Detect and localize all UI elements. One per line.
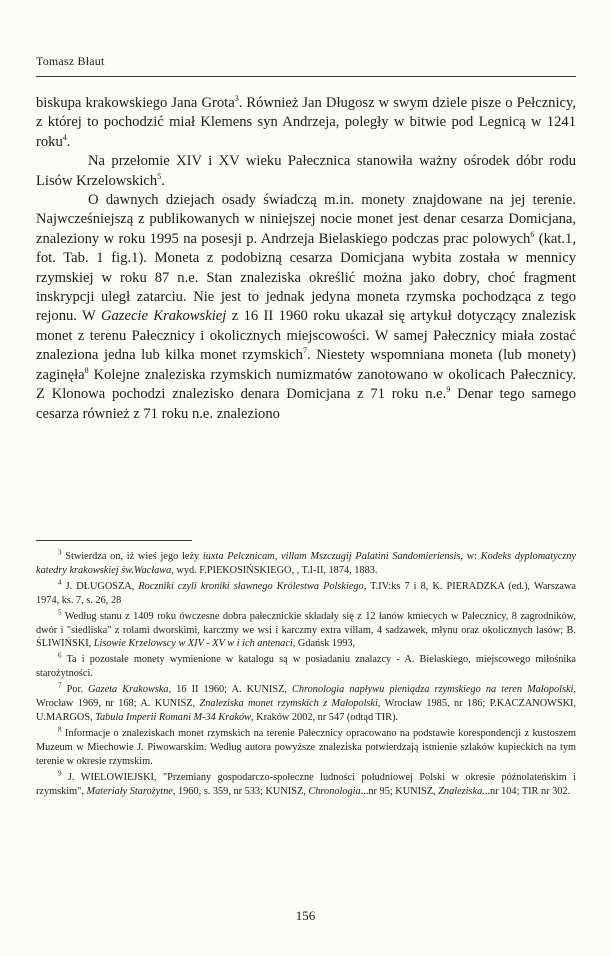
text-run: Stwierdza on, iż wieś jego leży [61,551,203,562]
footnote-ref: 4 [58,578,62,587]
body-paragraph [36,191,576,424]
text-run: , w: [460,551,481,562]
footnote-ref: 6 [530,229,535,239]
body-paragraph [36,94,576,152]
text-run: , wyd. F.PIEKOSIŃSKIEGO, , T.I-II, 1874, 1883. [171,564,378,576]
italic-title: Tabula Imperii Romani M-34 Kraków [95,711,252,723]
text-run: Por. [61,684,88,696]
text-run: J. WIELOWIEJSKI, "Przemiany gospodarczo-społeczne ludności południowej Polski w okresie późnolateńskim i rzymskim", [36,771,576,797]
body-paragraph [36,152,576,191]
text-run: , Kraków 2002, nr 547 (odtąd TIR). [251,711,399,723]
text-run: , Gdańsk 1993, [292,638,356,650]
text-run: Według stanu z 1409 roku ówczesne dobra pałecznickie składały się z 12 łanów kmiecych w Pałecznicy, 8 zagrodników, dwór i "siedliska" z rolami dworskimi, karczmy we wsi i karczmy extra villam, 4 sadzawek, młynu oraz okolicznych lasów; B. ŚLIWIŃSKI, [36,610,576,650]
text-run: ...nr 95; KUNISZ, [360,785,439,797]
text-run: , Wrocław 1985, nr 186; P.KACZANOWSKI, U.MARGOS, [36,698,577,723]
text-run: , 1960, s. 359, nr 533; KUNISZ, [172,785,309,797]
page-number: 156 [295,908,316,923]
text-run: O dawnych dziejach osady świadczą m.in. monety znajdowane na jej terenie. Najwcześniejszą z publikowanych w niniejszej nocie monet jest denar cesarza Domicjana, znaleziony w roku 1995 na posesji p. Andrzeja Bielaskiego podczas prac polowych [36,192,576,247]
footnote-separator [36,540,192,541]
text-run: Na przełomie XIV i XV wieku Pałecznica stanowiła ważny ośrodek dóbr rodu Lisów Krzelowskich [36,153,576,189]
footnote-ref: 5 [58,608,62,617]
footnote-ref: 8 [58,725,62,734]
text-run: J. DŁUGOSZA, [61,580,139,592]
footnote [36,580,576,608]
italic-title: Materiały Starożytne [86,785,173,797]
footnote [36,683,576,725]
italic-title: Znaleziska [438,785,483,797]
footnote [36,653,576,681]
italic-title: Chronologia napływu pieniądza rzymskiego na teren Małopolski [292,684,574,696]
text-run: . Niestety wspomniana moneta (lub monety) zaginęła [36,347,576,383]
footnote-ref: 7 [58,681,62,690]
italic-title: Kodeks dyplomatyczny katedry krakowskiej św.Wacława [36,551,577,576]
footnote-ref: 7 [302,346,307,356]
text-run: Informacje o znaleziskach monet rzymskich na terenie Pałecznicy opracowano na podstawie korespondencji z kustoszem Muzeum w Miechowie J. Piwowarskim. Według autora powyższe znaleziska potwierdzają istnienie szlaków kupieckich na tym terenie w okresie rzymskim. [36,727,576,767]
italic-title: Gazecie Krakowskiej [100,308,227,325]
text-run: Ta i pozostałe monety wymienione w katalogu są w posiadaniu znalazcy - A. Bielaskiego, miejscowego miłośnika starożytności. [36,654,576,680]
footnote-ref: 3 [58,548,62,557]
running-header-author: Tomasz Błaut [36,54,105,68]
text-run: z 16 II 1960 roku ukazał się artykuł dotyczący znalezisk monet z terenu Pałecznicy i okolicznych miejscowości. W samej Pałecznicy miała zostać znaleziona jedna lub kilka monet rzymskich [36,308,576,364]
footnote-ref: 8 [84,365,89,375]
text-run: Denar tego samego cesarza również z 71 roku n.e. znaleziono [36,386,577,422]
footnote [36,610,576,652]
footnote [36,727,576,769]
text-run: Kolejne znaleziska rzymskich numizmatów zanotowano w okolicach Pałecznicy. Z Klonowa pochodzi znalezisko denara Domicjana z 71 roku n.e. [36,366,576,403]
footnote-ref: 5 [157,171,162,181]
text-run: (kat.1, fot. Tab. 1 fig.1). Moneta z podobizną cesarza Domicjana wybita została w mennicy rzymskiej w roku 87 n.e. Stan znaleziska określić można jako dobry, choć fragment inskrypcji uległ zatarciu. Nie jest to jednak jedyna moneta rzymska pochodząca z tego rejonu. W [36,230,576,325]
text-run: ...nr 104; TIR nr 302. [482,785,571,797]
footnote-ref: 9 [446,385,451,395]
italic-title: Lisowie Krzelowscy w XIV - XV w i ich antenaci [93,638,293,650]
text-run: , T.IV:ks 7 i 8, K. PIERADZKA (ed.), Warszawa 1974, ks. 7, s. 26, 28 [36,580,577,606]
header-rule [36,76,576,77]
text-run: . [161,172,165,189]
italic-title: iuxta Pelcznicam, villam Mszczugij Palatini Sandomieriensis [202,551,461,562]
footnotes-section [36,550,576,800]
footnote [36,771,576,799]
footnote-ref: 3 [234,94,239,104]
text-run: . [66,133,71,150]
footnote-ref: 4 [62,132,67,142]
footnote-ref: 9 [58,769,62,778]
text-run: , 16 II 1960; A. KUNISZ, [168,684,293,696]
text-run: biskupa krakowskiego Jana Grota [36,95,235,111]
text-run: , Wrocław 1969, nr 168; A. KUNISZ, [36,684,576,710]
footnote-ref: 6 [58,651,62,660]
italic-title: Chronologia [308,785,361,797]
italic-title: Roczniki czyli kroniki sławnego Królestwa Polskiego [138,580,364,592]
footnote [36,550,576,578]
italic-title: Gazeta Krakowska [87,684,169,696]
italic-title: Znaleziska monet rzymskich z Małopolski [199,698,378,710]
text-run: . Również Jan Długosz w swym dziele pisze o Pełcznicy, z której to pochodzić miał Klemens syn Andrzeja, poległy w bitwie pod Legnicą w 1241 roku [36,95,577,150]
main-body-text [36,94,576,424]
